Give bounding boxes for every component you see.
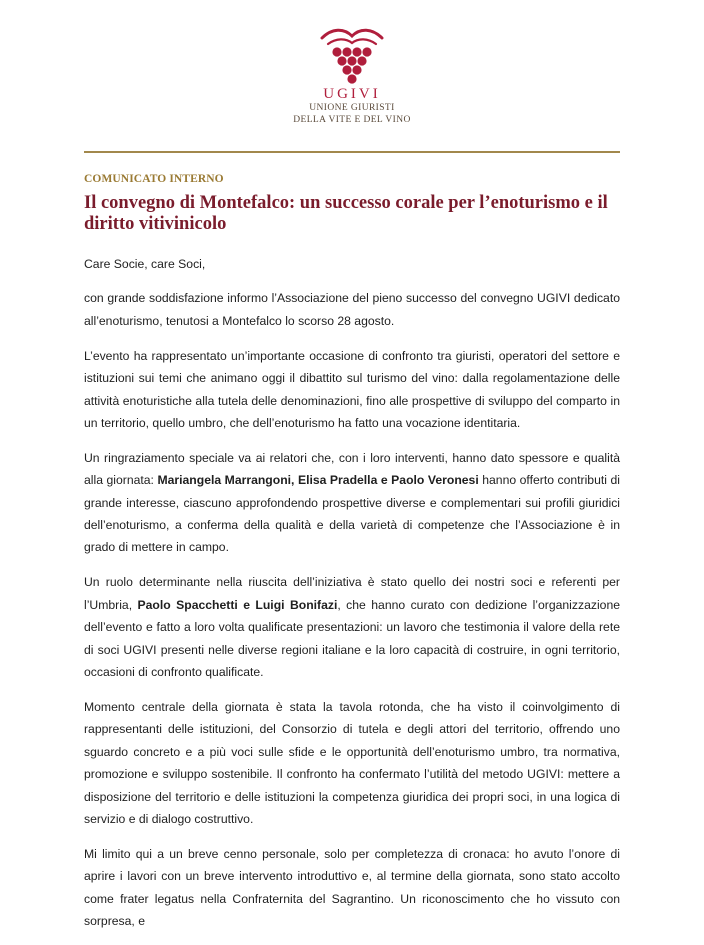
paragraph-4 xyxy=(84,571,620,683)
header-divider xyxy=(84,151,620,153)
logo-subtitle-line-1: UNIONE GIURISTI xyxy=(309,103,395,113)
logo-wordmark: UGIVI xyxy=(323,86,381,102)
ugivi-logo xyxy=(0,24,704,126)
paragraph-4-text-b: , che hanno curato con dedizione l’organizzazione dell’evento e fatto a loro volta qualificate presentazioni: un lavoro che testimonia il valore della rete di soci UGIVI presenti nelle diverse regioni italiane e la loro capacità di costruire, in ogni territorio, occasioni di confronto qualificate. xyxy=(84,597,620,679)
paragraph-3 xyxy=(84,447,620,559)
organizer-names: Paolo Spacchetti e Luigi Bonifazi xyxy=(137,597,338,612)
paragraph-3-text-a: Un ringraziamento speciale va ai relatori che, con i loro interventi, hanno dato spessore e qualità alla giornata: xyxy=(84,450,620,488)
paragraph-3-text-b: hanno offerto contributi di grande interesse, ciascuno approfondendo prospettive diverse e complementari sui profili giuridici dell’enoturismo, a conferma della qualità e della varietà di competenze che l’Associazione è in grado di mettere in campo. xyxy=(84,473,620,555)
paragraph-5: Momento centrale della giornata è stata la tavola rotonda, che ha visto il coinvolgimento di rappresentanti delle istituzioni, del Consorzio di tutela e degli attori del territorio, offrendo uno sguardo concreto e a più voci sulle sfide e le opportunità dell’enoturismo umbro, tra normativa, promozione e sviluppo sostenibile. Il confronto ha confermato l’utilità del metodo UGIVI: mettere a disposizione del territorio e delle istituzioni la competenza giuridica dei propri soci, in una logica di servizio e di dialogo costruttivo. xyxy=(84,699,620,826)
paragraph-1: con grande soddisfazione informo l’Associazione del pieno successo del convegno UGIVI dedicato all’enoturismo, tenutosi a Montefalco lo scorso 28 agosto. xyxy=(84,291,620,328)
article-body xyxy=(84,253,620,945)
paragraph-6: Mi limito qui a un breve cenno personale, solo per completezza di cronaca: ho avuto l’onore di aprire i lavori con un breve intervento introduttivo e, al termine della giornata, sono stato accolto come frater legatus nella Confraternita del Sagrantino. Un riconoscimento che ho vissuto con sorpresa, e xyxy=(84,846,620,929)
paragraph-2: L’evento ha rappresentato un’importante occasione di confronto tra giuristi, operatori del settore e istituzioni sui temi che animano oggi il dibattito sul turismo del vino: dalla regolamentazione delle attività enoturistiche alla tutela delle denominazioni, fino alle prospettive di sviluppo del comparto in un territorio, quello umbro, che dell’enoturismo ha fatto una vocazione identitaria. xyxy=(84,348,620,430)
paragraph-4-text-a: Un ruolo determinante nella riuscita dell’iniziativa è stato quello dei nostri soci e referenti per l’Umbria, xyxy=(84,575,620,612)
grape-cluster-icon xyxy=(318,24,386,84)
logo-subtitle-line-2: DELLA VITE E DEL VINO xyxy=(293,115,411,125)
article-title: Il convegno di Montefalco: un successo corale per l’enoturismo e il diritto vitivinicolo xyxy=(84,193,608,234)
section-kicker: COMUNICATO INTERNO xyxy=(84,173,224,185)
greeting: Care Socie, care Soci, xyxy=(84,257,206,271)
speaker-names: Mariangela Marrangoni, Elisa Pradella e Paolo Veronesi xyxy=(157,473,479,488)
